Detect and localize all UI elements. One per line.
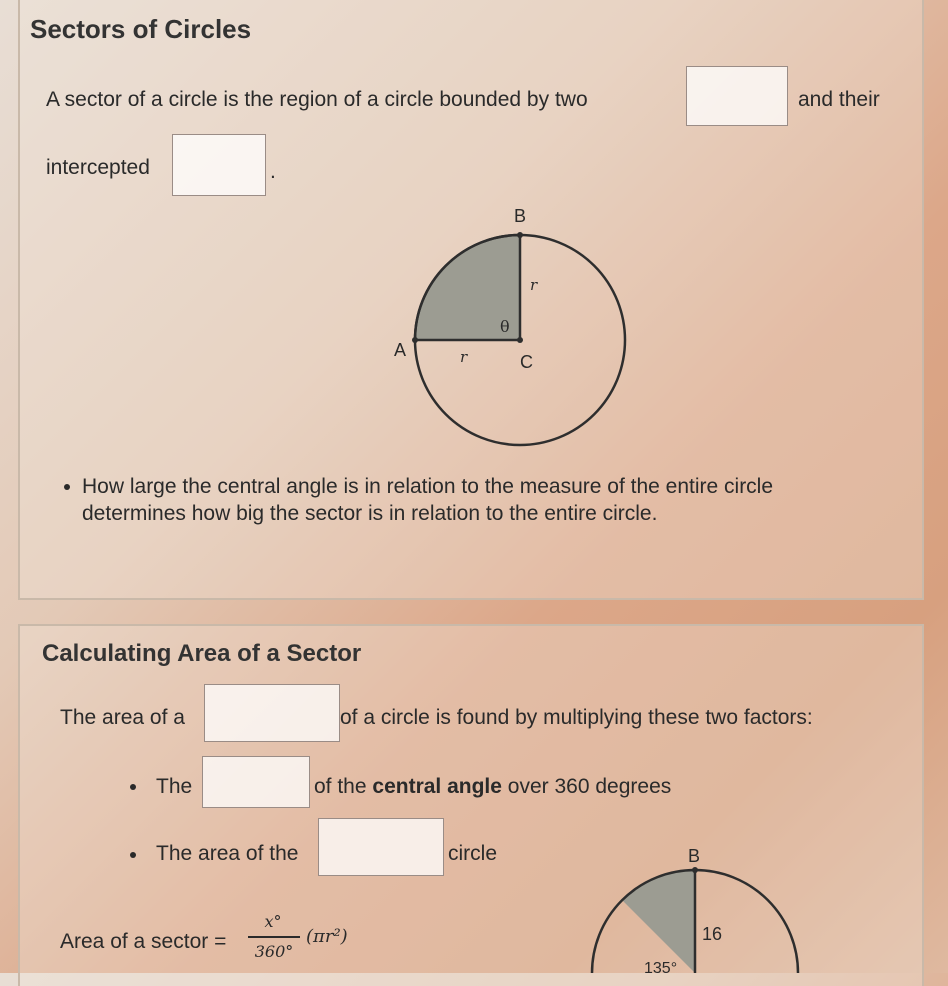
blank-box-1[interactable] [686, 66, 788, 126]
bullet-text-line2: determines how big the sector is in relation to the entire circle. [82, 502, 658, 525]
label-r-vertical: r [530, 276, 538, 294]
factor2-text-part2: circle [448, 842, 498, 865]
definition-text-part1: A sector of a circle is the region of a circle bounded by two [46, 88, 588, 111]
example-sector-region [622, 870, 695, 973]
bullet-dot-2 [130, 784, 136, 790]
blank-box-3[interactable] [204, 684, 340, 742]
label-A: A [394, 340, 407, 360]
area-text-part2: of a circle is found by multiplying these two factors: [340, 706, 813, 729]
page-title: Sectors of Circles [30, 14, 252, 44]
example-point-B [692, 867, 698, 873]
label-C: C [520, 352, 533, 372]
factor1-sentence [314, 775, 671, 799]
factor1-text-part3: over 360 degrees [507, 775, 672, 798]
formula-label: Area of a sector = [60, 930, 227, 953]
point-B [517, 232, 523, 238]
formula-rest: (πr²) [306, 926, 348, 947]
formula-numerator: x° [264, 912, 282, 931]
sector-example-diagram [560, 840, 840, 973]
blank-box-2[interactable] [172, 134, 266, 196]
example-label-B: B [688, 846, 701, 866]
formula-denominator: 360° [254, 942, 294, 961]
factor1-text-part2: of the [314, 775, 367, 798]
blank-box-5[interactable] [318, 818, 444, 876]
definition-period: . [270, 160, 276, 183]
section-title: Calculating Area of a Sector [42, 640, 362, 667]
factor1-text-part1: The [156, 775, 193, 798]
point-A [412, 337, 418, 343]
definition-text-part3: intercepted [46, 156, 150, 179]
point-C [517, 337, 523, 343]
sector-diagram [380, 200, 640, 450]
example-label-radius: 16 [702, 924, 723, 944]
blank-box-4[interactable] [202, 756, 310, 808]
bullet-text-line1: How large the central angle is in relation to the measure of the entire circle [82, 475, 774, 498]
bullet-dot-1 [64, 484, 70, 490]
definition-text-part2: and their [798, 88, 880, 111]
fraction-bar [248, 936, 300, 938]
factor1-bold-text: central angle [372, 775, 502, 798]
area-text-part1: The area of a [60, 706, 185, 729]
label-theta: θ [500, 317, 510, 336]
label-r-horizontal: r [460, 348, 468, 366]
factor2-text-part1: The area of the [156, 842, 299, 865]
label-B: B [514, 206, 527, 226]
example-label-angle: 135° [644, 960, 678, 973]
bullet-dot-3 [130, 852, 136, 858]
